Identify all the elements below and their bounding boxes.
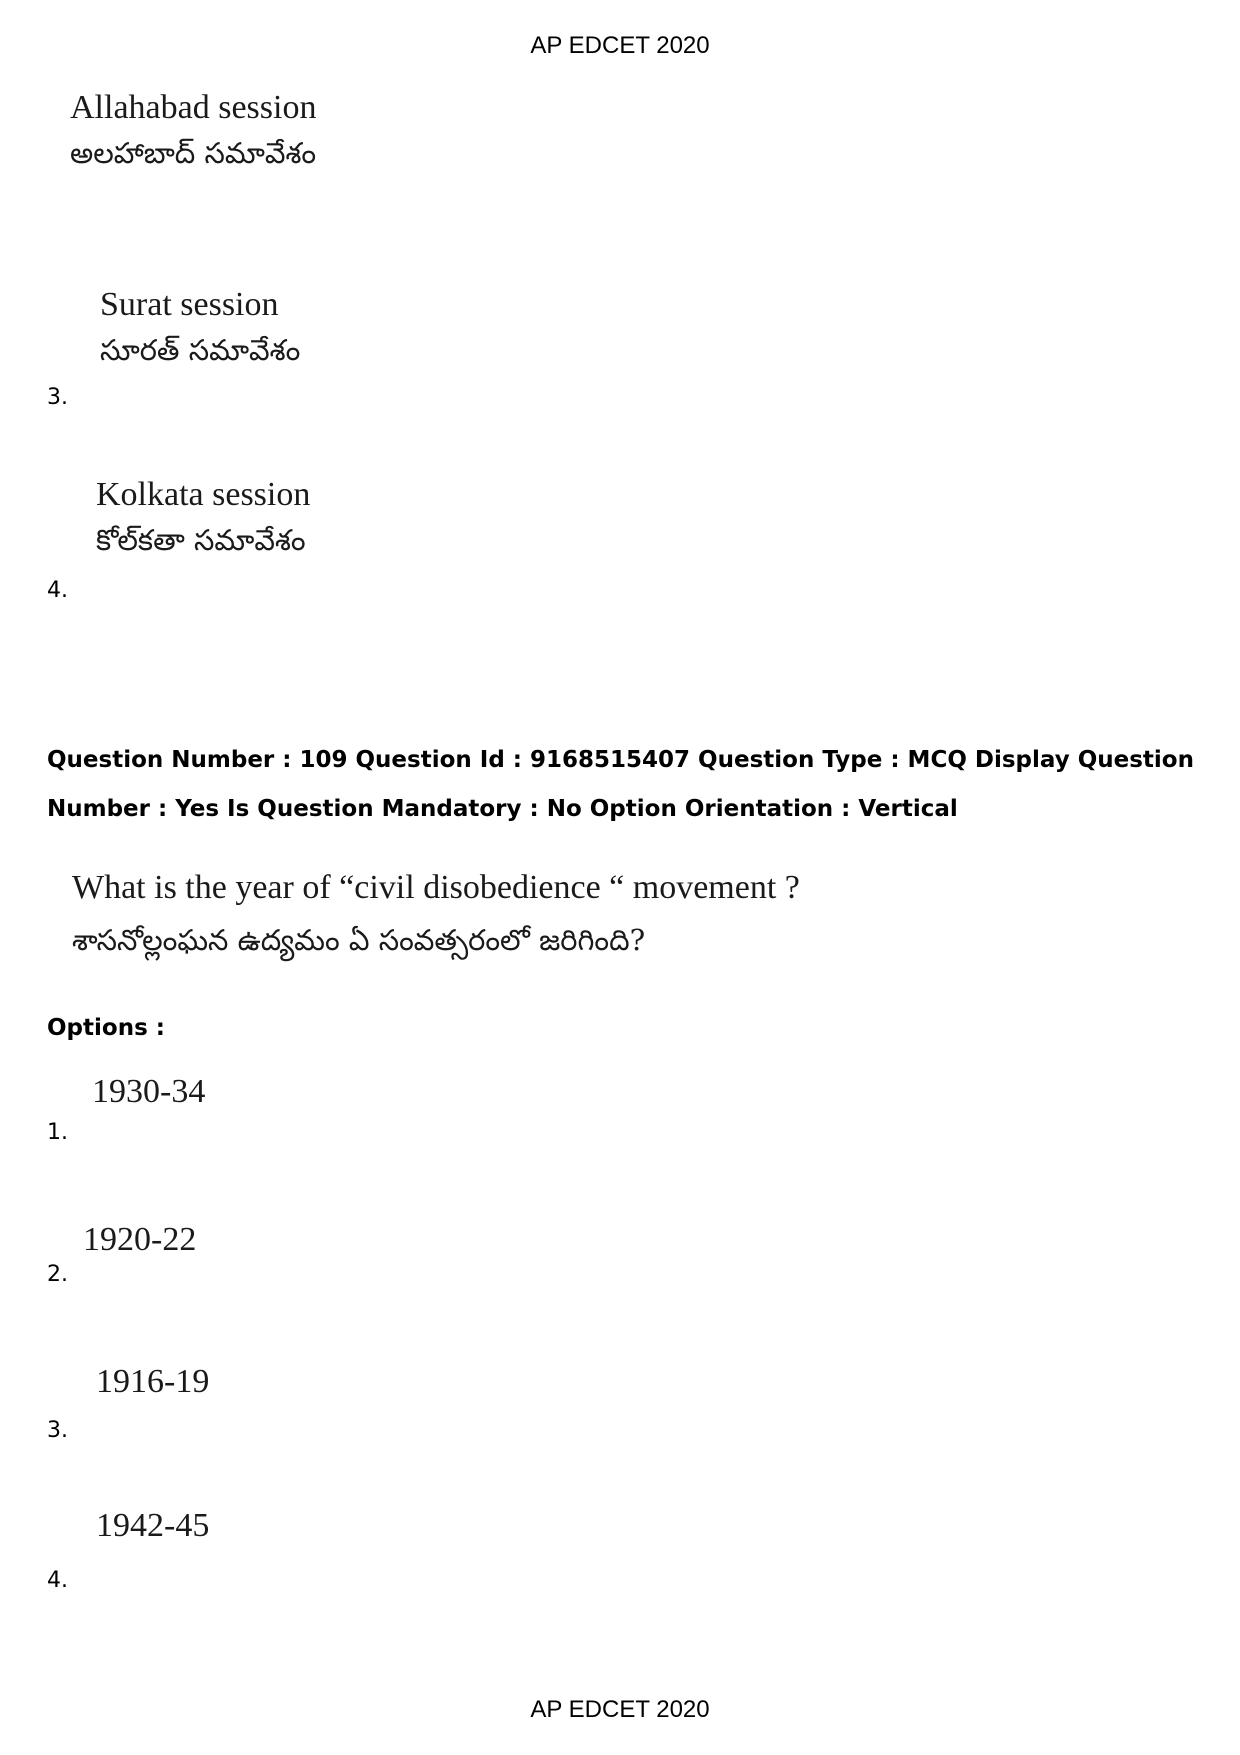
prev-option-2-te: అలహాబాద్ సమావేశం [70,136,317,170]
page-header: AP EDCET 2020 [530,32,710,59]
prev-option-3-number: 3. [47,385,68,410]
prev-option-4-number: 4. [47,578,68,603]
option-1-number: 1. [47,1120,68,1145]
prev-option-3-en: Surat session [100,286,279,323]
option-3-number: 3. [47,1418,68,1443]
prev-option-4-en: Kolkata session [96,476,311,513]
option-4-number: 4. [47,1568,68,1593]
question-meta-line-2: Number : Yes Is Question Mandatory : No Option Orientation : Vertical [47,796,958,822]
option-2-value: 1920-22 [83,1221,197,1258]
question-meta [47,736,1207,834]
option-1-value: 1930-34 [92,1073,206,1110]
question-text-te: శాసనోల్లంఘన ఉద్యమం ఏ సంవత్సరంలో జరిగింది? [72,923,646,957]
prev-option-3-te: సూరత్ సమావేశం [100,333,301,367]
option-2-number: 2. [47,1262,68,1287]
prev-option-2-en: Allahabad session [70,89,317,126]
option-4-value: 1942-45 [96,1507,210,1544]
prev-option-4-te: కోల్‌కతా సమావేశం [96,523,306,557]
option-3-value: 1916-19 [96,1363,210,1400]
page-footer: AP EDCET 2020 [530,1696,710,1723]
question-meta-line-1: Question Number : 109 Question Id : 9168515407 Question Type : MCQ Display Question [47,747,1194,773]
question-text-en: What is the year of “civil disobedience “ movement ? [72,869,800,906]
options-label: Options : [47,1015,165,1041]
